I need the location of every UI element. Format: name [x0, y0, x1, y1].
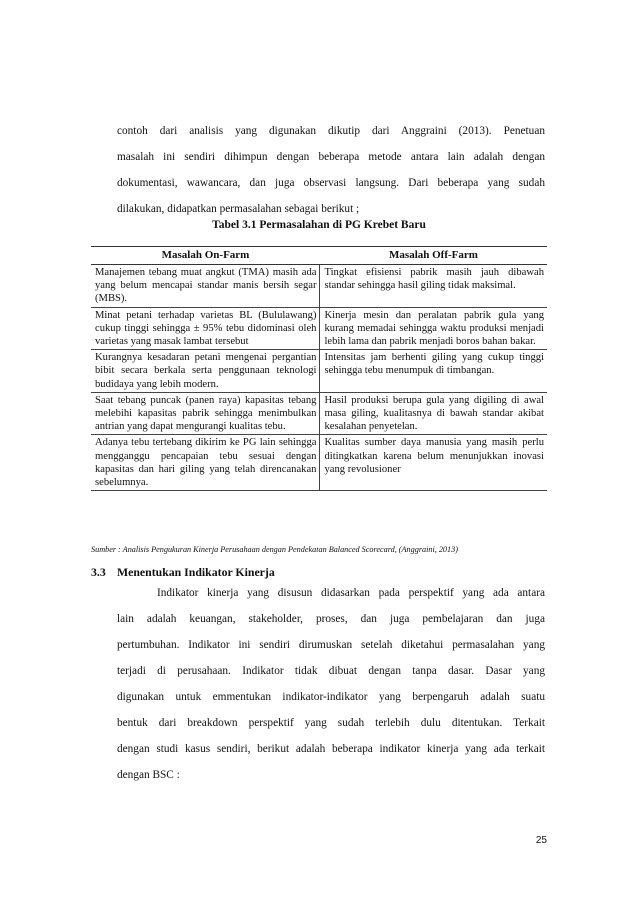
text-line: digunakan untuk emmentukan indikator-indikator yang berpengaruh adalah suatu — [117, 691, 545, 703]
problems-table — [91, 246, 547, 491]
on-farm-cell: Minat petani terhadap varietas BL (Bululawang) cukup tinggi sehingga ± 95% tebu didominasi oleh varietas yang masak lambat tersebut — [91, 307, 320, 350]
on-farm-cell: Manajemen tebang muat angkut (TMA) masih ada yang belum mencapai standar manis bersih segar (MBS). — [91, 265, 320, 308]
section-heading — [91, 565, 275, 580]
table-row — [91, 307, 547, 350]
text-line: dengan BSC : — [117, 769, 180, 781]
off-farm-cell: Hasil produksi berupa gula yang digiling di awal masa giling, kualitasnya di bawah standar akibat kesalahan penyetelan. — [320, 392, 547, 435]
off-farm-cell: Intensitas jam berhenti giling yang cukup tinggi sehingga tebu menumpuk di timbangan. — [320, 350, 547, 393]
text-line: terjadi di perusahaan. Indikator tidak dibuat dengan tanpa dasar. Dasar yang — [117, 665, 545, 677]
table-title: Tabel 3.1 Permasalahan di PG Krebet Baru — [212, 219, 426, 231]
off-farm-cell: Kualitas sumber daya manusia yang masih perlu ditingkatkan karena belum menunjukkan inovasi yang revolusioner — [320, 435, 547, 491]
off-farm-cell: Tingkat efisiensi pabrik masih jauh dibawah standar sehingga hasil giling tidak maksimal. — [320, 265, 547, 308]
text-line: dilakukan, didapatkan permasalahan sebagai berikut ; — [117, 203, 360, 215]
table-row — [91, 435, 547, 491]
text-line: masalah ini sendiri dihimpun dengan beberapa metode antara lain adalah dengan — [117, 151, 545, 163]
table-row — [91, 265, 547, 308]
on-farm-cell: Adanya tebu tertebang dikirim ke PG lain sehingga mengganggu pencapaian tebu sesuai dengan kapasitas dan hari giling yang telah direncanakan sebelumnya. — [91, 435, 320, 491]
intro-paragraph — [117, 118, 545, 222]
table-row — [91, 350, 547, 393]
column-header-on-farm: Masalah On-Farm — [91, 247, 320, 265]
section-number: 3.3 — [91, 565, 106, 579]
text-line: pertumbuhan. Indikator ini sendiri dirumuskan setelah diketahui permasalahan yang — [117, 639, 545, 651]
section-title: Menentukan Indikator Kinerja — [117, 565, 275, 579]
text-line: dengan studi kasus sendiri, berikut adalah beberapa indikator kinerja yang ada terkait — [117, 743, 545, 755]
text-line: dokumentasi, wawancara, dan juga observasi langsung. Dari beberapa yang sudah — [117, 177, 545, 189]
text-line: contoh dari analisis yang digunakan dikutip dari Anggraini (2013). Penetuan — [117, 125, 545, 137]
on-farm-cell: Saat tebang puncak (panen raya) kapasitas tebang melebihi kapasitas pabrik sehingga menimbulkan antrian yang dapat mengurangi kualitas tebu. — [91, 392, 320, 435]
text-line: Indikator kinerja yang disusun didasarkan pada perspektif yang ada antara — [157, 587, 545, 599]
page-number: 25 — [535, 835, 547, 846]
on-farm-cell: Kurangnya kesadaran petani mengenai pergantian bibit secara berkala serta penggunaan teknologi budidaya yang lebih modern. — [91, 350, 320, 393]
text-line: lain adalah keuangan, stakeholder, proses, dan juga pembelajaran dan juga — [117, 613, 545, 625]
table-source-note: Sumber : Analisis Pengukuran Kinerja Perusahaan dengan Pendekatan Balanced Scorecard, (Anggraini, 2013) — [91, 545, 458, 554]
text-line: bentuk dari breakdown perspektif yang sudah terlebih dulu ditentukan. Terkait — [117, 717, 545, 729]
body-paragraph — [117, 580, 545, 788]
table-row — [91, 392, 547, 435]
off-farm-cell: Kinerja mesin dan peralatan pabrik gula yang kurang memadai sehingga waktu produksi menjadi lebih lama dan pabrik menjadi boros bahan bakar. — [320, 307, 547, 350]
column-header-off-farm: Masalah Off-Farm — [320, 247, 547, 265]
